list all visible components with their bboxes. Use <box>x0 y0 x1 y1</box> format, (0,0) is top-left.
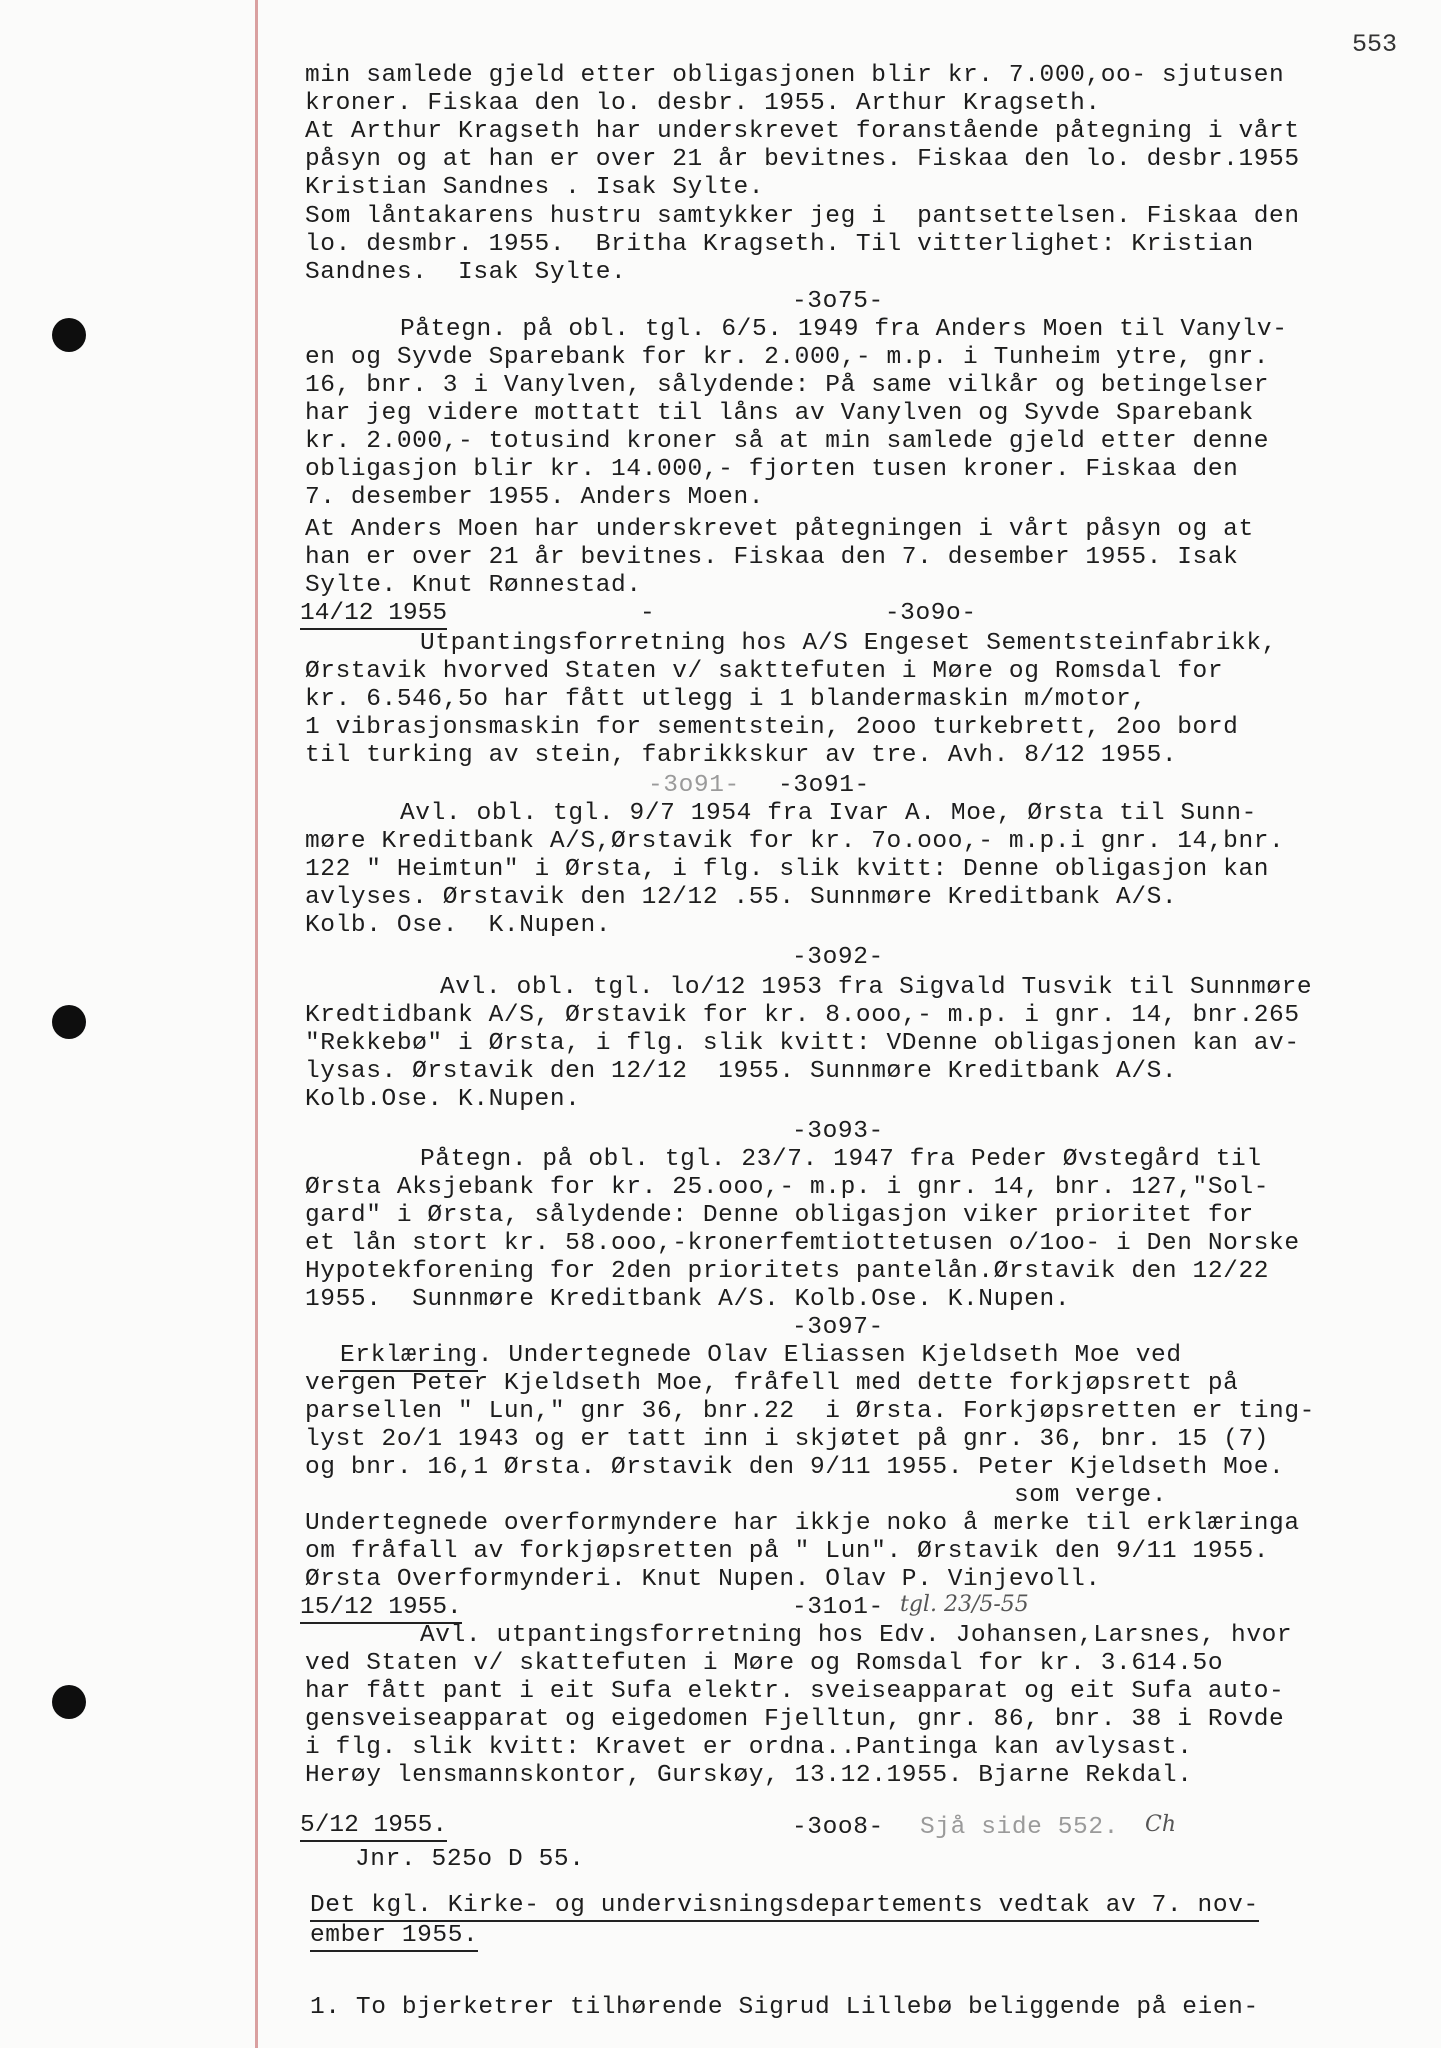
text-line: Kredtidbank A/S, Ørstavik for kr. 8.ooo,- m.p. i gnr. 14, bnr.265 <box>305 1002 1300 1029</box>
text-line: kr. 6.546,5o har fått utlegg i 1 blandermaskin m/motor, <box>305 686 1147 713</box>
text-line: Avl. obl. tgl. 9/7 1954 fra Ivar A. Moe, Ørsta til Sunn- <box>400 800 1257 827</box>
struck-entry-number: -3o91- <box>648 772 740 799</box>
text-line: 1955. Sunnmøre Kreditbank A/S. Kolb.Ose. K.Nupen. <box>305 1286 1071 1313</box>
entry-date: 5/12 1955. <box>300 1812 447 1842</box>
text-line: om fråfall av forkjøpsretten på " Lun". Ørstavik den 9/11 1955. <box>305 1538 1270 1565</box>
text-line: Det kgl. Kirke- og undervisningsdepartements vedtak av 7. nov- <box>310 1892 1259 1922</box>
text-line: lyst 2o/1 1943 og er tatt inn i skjøtet på gnr. 36, bnr. 15 (7) <box>305 1426 1270 1453</box>
text-line: Herøy lensmannskontor, Gurskøy, 13.12.1955. Bjarne Rekdal. <box>305 1762 1193 1789</box>
text-line: . Undertegnede Olav Eliassen Kjeldseth Moe ved <box>477 1342 1182 1369</box>
text-line: Sandnes. Isak Sylte. <box>305 259 627 286</box>
handwritten-initials: Ch <box>1145 1812 1177 1837</box>
text-line: påsyn og at han er over 21 år bevitnes. Fiskaa den lo. desbr.1955 <box>305 146 1300 173</box>
binder-hole-middle <box>52 1005 86 1039</box>
text-line: 1 vibrasjonsmaskin for sementstein, 2ooo turkebrett, 2oo bord <box>305 714 1239 741</box>
text-line: har jeg videre mottatt til låns av Vanylven og Syvde Sparebank <box>305 400 1254 427</box>
text-line: Kolb. Ose. K.Nupen. <box>305 912 612 939</box>
text-line: avlyses. Ørstavik den 12/12 .55. Sunnmøre Kreditbank A/S. <box>305 884 1178 911</box>
text-line: Som låntakarens hustru samtykker jeg i pantsettelsen. Fiskaa den <box>305 203 1300 230</box>
text-line: og bnr. 16,1 Ørsta. Ørstavik den 9/11 1955. Peter Kjeldseth Moe. <box>305 1454 1285 1481</box>
entry-number: -3oo8- <box>792 1814 884 1841</box>
text-line: parsellen " Lun," gnr 36, bnr.22 i Ørsta. Forkjøpsretten er ting- <box>305 1398 1315 1425</box>
text-line: Ørsta Aksjebank for kr. 25.ooo,- m.p. i gnr. 14, bnr. 127,"Sol- <box>305 1174 1270 1201</box>
text-line: møre Kreditbank A/S,Ørstavik for kr. 7o.ooo,- m.p.i gnr. 14,bnr. <box>305 828 1285 855</box>
binder-hole-bottom <box>52 1685 86 1719</box>
entry-number: - -3o9o- <box>640 600 977 627</box>
text-line: 16, bnr. 3 i Vanylven, sålydende: På same vilkår og betingelser <box>305 372 1270 399</box>
text-line: en og Syvde Sparebank for kr. 2.000,- m.p. i Tunheim ytre, gnr. <box>305 344 1270 371</box>
text-line: lo. desmbr. 1955. Britha Kragseth. Til vitterlighet: Kristian <box>305 231 1254 258</box>
cross-reference: Sjå side 552. <box>920 1814 1119 1841</box>
text-line: kroner. Fiskaa den lo. desbr. 1955. Arthur Kragseth. <box>305 90 1101 117</box>
entry-number: -3o93- <box>792 1118 884 1145</box>
text-line: Kolb.Ose. K.Nupen. <box>305 1086 581 1113</box>
text-line: Avl. obl. tgl. lo/12 1953 fra Sigvald Tusvik til Sunnmøre <box>440 974 1313 1001</box>
heading-erklaering: Erklæring <box>340 1342 478 1372</box>
text-line: 122 " Heimtun" i Ørsta, i flg. slik kvitt: Denne obligasjon kan <box>305 856 1270 883</box>
text-line: i flg. slik kvitt: Kravet er ordna..Pantinga kan avlysast. <box>305 1734 1193 1761</box>
entry-number: -3o75- <box>792 288 884 315</box>
text-line: ved Staten v/ skattefuten i Møre og Romsdal for kr. 3.614.5o <box>305 1650 1224 1677</box>
text-line: til turking av stein, fabrikkskur av tre. Avh. 8/12 1955. <box>305 742 1178 769</box>
text-line: At Arthur Kragseth har underskrevet foranstående påtegning i vårt <box>305 118 1300 145</box>
text-line: ember 1955. <box>310 1922 478 1952</box>
entry-date: 14/12 1955 <box>300 600 447 630</box>
text-line: Utpantingsforretning hos A/S Engeset Sementsteinfabrikk, <box>420 630 1277 657</box>
text-line: min samlede gjeld etter obligasjonen blir kr. 7.000,oo- sjutusen <box>305 62 1285 89</box>
text-line: 7. desember 1955. Anders Moen. <box>305 484 765 511</box>
text-line: gard" i Ørsta, sålydende: Denne obligasjon viker prioritet for <box>305 1202 1254 1229</box>
text-line: kr. 2.000,- totusind kroner så at min samlede gjeld etter denne <box>305 428 1270 455</box>
text-line: lysas. Ørstavik den 12/12 1955. Sunnmøre Kreditbank A/S. <box>305 1058 1178 1085</box>
text-line: Ørsta Overformynderi. Knut Nupen. Olav P. Vinjevoll. <box>305 1566 1101 1593</box>
text-line: Jnr. 525o D 55. <box>355 1846 585 1873</box>
text-line: Hypotekforening for 2den prioritets pantelån.Ørstavik den 12/22 <box>305 1258 1270 1285</box>
entry-number: -3o97- <box>792 1314 884 1341</box>
text-line: 1. To bjerketrer tilhørende Sigrud Lillebø beliggende på eien- <box>310 1994 1259 2021</box>
binder-hole-top <box>52 318 86 352</box>
handwritten-note: tgl. 23/5-55 <box>900 1592 1029 1617</box>
text-line: et lån stort kr. 58.ooo,-kronerfemtiottetusen o/1oo- i Den Norske <box>305 1230 1300 1257</box>
text-line: som verge. <box>1014 1482 1168 1509</box>
text-line: Undertegnede overformyndere har ikkje noko å merke til erklæringa <box>305 1510 1300 1537</box>
text-line: gensveiseapparat og eigedomen Fjelltun, gnr. 86, bnr. 38 i Rovde <box>305 1706 1285 1733</box>
entry-number: -3o92- <box>792 944 884 971</box>
text-line: At Anders Moen har underskrevet påtegningen i vårt påsyn og at <box>305 516 1254 543</box>
text-line: har fått pant i eit Sufa elektr. sveiseapparat og eit Sufa auto- <box>305 1678 1285 1705</box>
entry-number: -3o91- <box>778 772 870 799</box>
entry-number: -31o1- <box>792 1594 884 1621</box>
text-line: Avl. utpantingsforretning hos Edv. Johansen,Larsnes, hvor <box>420 1622 1293 1649</box>
text-line: Påtegn. på obl. tgl. 6/5. 1949 fra Anders Moen til Vanylv- <box>400 316 1288 343</box>
text-line: Ørstavik hvorved Staten v/ sakttefuten i Møre og Romsdal for <box>305 658 1224 685</box>
text-line: han er over 21 år bevitnes. Fiskaa den 7. desember 1955. Isak <box>305 544 1239 571</box>
text-line: vergen Peter Kjeldseth Moe, fråfell med dette forkjøpsrett på <box>305 1370 1239 1397</box>
text-line: Påtegn. på obl. tgl. 23/7. 1947 fra Peder Øvstegård til <box>420 1146 1262 1173</box>
text-line: Kristian Sandnes . Isak Sylte. <box>305 174 765 201</box>
text-line: obligasjon blir kr. 14.000,- fjorten tusen kroner. Fiskaa den <box>305 456 1239 483</box>
entry-date: 15/12 1955. <box>300 1594 462 1624</box>
page-number: 553 <box>1352 30 1398 59</box>
text-line: "Rekkebø" i Ørsta, i flg. slik kvitt: VDenne obligasjonen kan av- <box>305 1030 1300 1057</box>
text-line: Sylte. Knut Rønnestad. <box>305 572 642 599</box>
margin-rule <box>255 0 258 2048</box>
